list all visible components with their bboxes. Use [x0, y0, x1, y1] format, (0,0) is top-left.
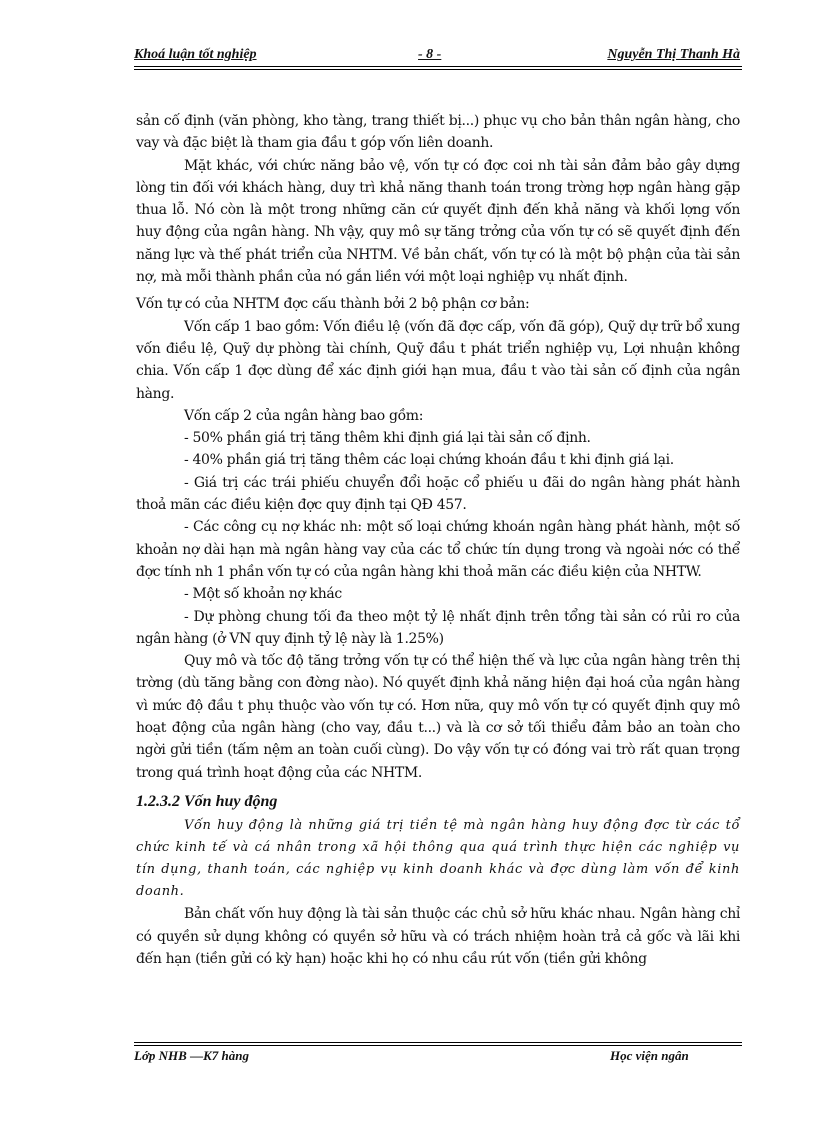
paragraph: Bản chất vốn huy động là tài sản thuộc các chủ sở hữu khác nhau. Ngân hàng chỉ có quyền sử dụng không có quyền sở hữu và có trách nhiệm hoàn trả cả gốc và lãi khi đến hạn (tiền gửi có kỳ hạn) hoặc khi họ có nhu cầu rút vốn (tiền gửi không — [136, 906, 740, 967]
document-body — [136, 110, 740, 970]
list-item: - Các công cụ nợ khác nh: một số loại chứng khoán ngân hàng phát hành, một số khoản nợ dài hạn mà ngân hàng vay của các tổ chức tín dụng trong và ngoài nớc có thể đợc tính nh 1 phần vốn tự có của ngân hàng khi thoả mãn các điều kiện của NHTW. — [136, 519, 740, 580]
definition-paragraph: Vốn huy động là những giá trị tiền tệ mà ngân hàng huy động đợc từ các tổ chức kinh tế và cá nhân trong xã hội thông qua quá trình thực hiện các nghiệp vụ tín dụng, thanh toán, các nghiệp vụ kinh doanh khác và đợc dùng làm vốn để kinh doanh. — [136, 818, 740, 900]
footer-rule — [134, 1042, 742, 1043]
page-header — [134, 47, 742, 67]
list-item: - Giá trị các trái phiếu chuyển đổi hoặc cổ phiếu u đãi do ngân hàng phát hành thoả mãn các điều kiện đợc quy định tại QĐ 457. — [136, 474, 740, 514]
paragraph: sản cố định (văn phòng, kho tàng, trang thiết bị...) phục vụ cho bản thân ngân hàng, cho vay và đặc biệt là tham gia đầu t góp vốn liên doanh. — [136, 113, 740, 152]
paragraph: Vốn tự có của NHTM đợc cấu thành bởi 2 bộ phận cơ bản: — [136, 296, 530, 313]
paragraph: Vốn cấp 2 của ngân hàng bao gồm: — [184, 407, 424, 424]
footer-rule-2 — [134, 1045, 742, 1046]
list-item: - 40% phần giá trị tăng thêm các loại chứng khoán đầu t khi định giá lại. — [184, 452, 674, 469]
paragraph: Vốn cấp 1 bao gồm: Vốn điều lệ (vốn đã đợc cấp, vốn đã góp), Quỹ dự trữ bổ xung vốn điều lệ, Quỹ dự phòng tài chính, Quỹ đầu t phát triển nghiệp vụ, Lợi nhuận không chia. Vốn cấp 1 đợc dùng để xác định giới hạn mua, đầu t vào tài sản cố định của ngân hàng. — [136, 318, 740, 402]
paragraph: Mặt khác, với chức năng bảo vệ, vốn tự có đợc coi nh tài sản đảm bảo gây dựng lòng tin đối với khách hàng, duy trì khả năng thanh toán trong trờng hợp ngân hàng gặp thua lỗ. Nó còn là một trong những căn cứ quyết định đến khả năng và khối lợng vốn huy động của ngân hàng. Nh vậy, quy mô sự tăng trởng của vốn tự có sẽ quyết định đến năng lực và thế phát triển của NHTM. Về bản chất, vốn tự có là một bộ phận của tài sản nợ, mà mỗi thành phần của nó gắn liền với một loại nghiệp vụ nhất định. — [136, 157, 740, 286]
footer-class: Lớp NHB —K7 hàng — [134, 1048, 249, 1063]
footer-institution: Học viện ngân — [610, 1048, 689, 1063]
header-rule-2 — [134, 69, 742, 70]
list-item: - Một số khoản nợ khác — [184, 586, 342, 603]
header-rule — [134, 66, 742, 67]
list-item: - Dự phòng chung tối đa theo một tỷ lệ nhất định trên tổng tài sản có rủi ro của ngân hàng (ở VN quy định tỷ lệ này là 1.25%) — [136, 608, 740, 647]
section-heading: 1.2.3.2 Vốn huy động — [136, 792, 278, 810]
header-page-number: - 8 - — [418, 47, 442, 62]
list-item: - 50% phần giá trị tăng thêm khi định giá lại tài sản cố định. — [184, 430, 591, 447]
header-author: Nguyễn Thị Thanh Hà — [607, 47, 740, 62]
paragraph: Quy mô và tốc độ tăng trởng vốn tự có thể hiện thế và lực của ngân hàng trên thị trờng (dù tăng bằng con đờng nào). Nó quyết định khả năng hiện đại hoá của ngân hàng vì mức độ đầu t phụ thuộc vào vốn tự có. Hơn nữa, quy mô vốn tự có quyết định quy mô hoạt động của ngân hàng (cho vay, đầu t...) và là cơ sở tối thiểu đảm bảo an toàn cho ngời gửi tiền (tấm nệm an toàn cuối cùng). Do vậy vốn tự có đóng vai trò rất quan trọng trong quá trình hoạt động của các NHTM. — [136, 653, 740, 781]
header-thesis-title: Khoá luận tốt nghiệp — [134, 47, 257, 62]
